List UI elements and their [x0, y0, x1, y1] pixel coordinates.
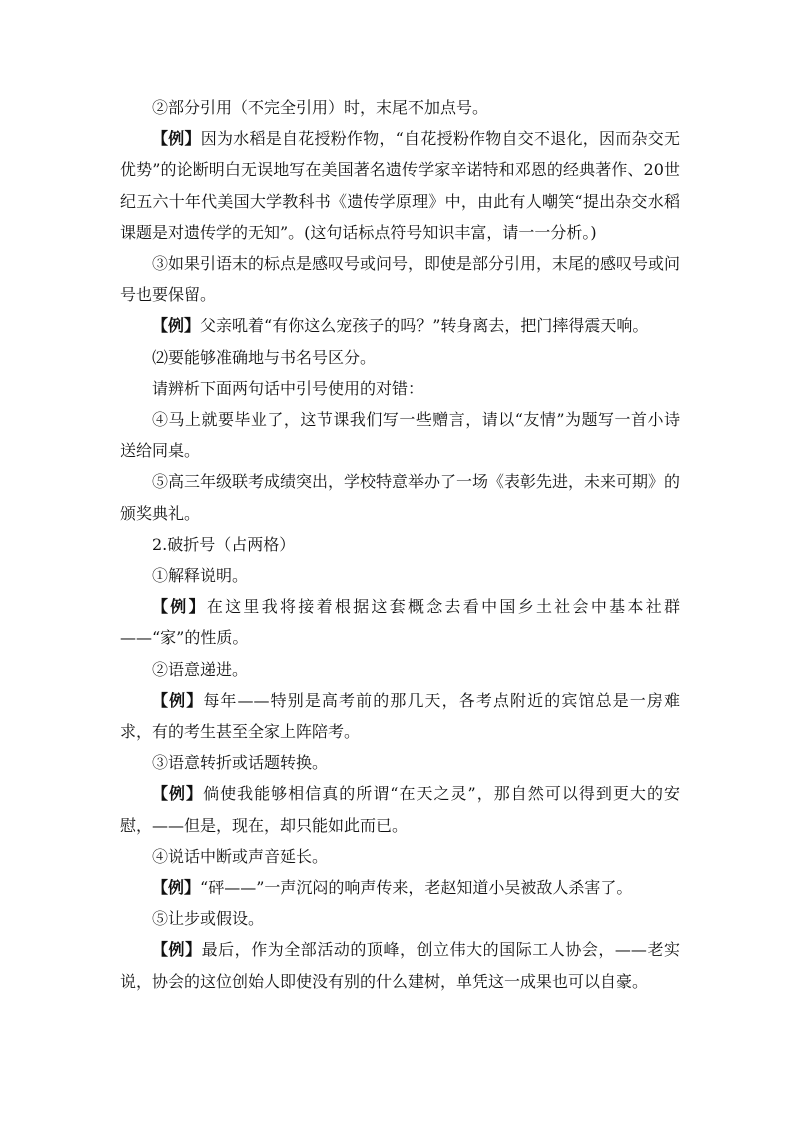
paragraph-text: ④马上就要毕业了，这节课我们写一些赠言，请以“友情”为题写一首小诗送给同桌。	[120, 410, 680, 461]
example-marker: 【例】	[152, 940, 202, 960]
example-paragraph	[120, 778, 680, 840]
document-body	[120, 92, 680, 997]
example-marker: 【例】	[152, 316, 201, 336]
paragraph-text: ③如果引语末的标点是感叹号或问号，即使是部分引用，末尾的感叹号或问号也要保留。	[120, 254, 681, 305]
paragraph	[120, 92, 680, 123]
paragraph-text: 最后，作为全部活动的顶峰，创立伟大的国际工人协会，——老实说，协会的这位创始人即使没有别的什么建树，单凭这一成果也可以自豪。	[120, 940, 680, 991]
paragraph-text: ⑵要能够准确地与书名号区分。	[152, 347, 377, 367]
paragraph-text: 每年——特别是高考前的那几天，各考点附近的宾馆总是一房难求，有的考生甚至全家上阵陪考。	[120, 690, 680, 742]
paragraph	[120, 841, 680, 872]
example-paragraph	[120, 591, 680, 653]
example-paragraph	[120, 310, 680, 341]
example-paragraph	[120, 685, 680, 747]
paragraph-text: 请辨析下面两句话中引号使用的对错：	[152, 378, 425, 398]
paragraph	[120, 248, 680, 310]
paragraph-text: “砰——”一声沉闷的响声传来，老赵知道小吴被敌人杀害了。	[200, 878, 633, 898]
paragraph	[120, 560, 680, 591]
paragraph	[120, 373, 680, 404]
paragraph	[120, 747, 680, 778]
example-marker: 【例】	[152, 597, 207, 617]
paragraph-text: ⑤高三年级联考成绩突出，学校特意举办了一场《表彰先进，未来可期》的颁奖典礼。	[120, 472, 681, 523]
paragraph	[120, 404, 680, 466]
paragraph-text: ②部分引用（不完全引用）时，末尾不加点号。	[152, 98, 489, 117]
paragraph-text: 倘使我能够相信真的所谓“在天之灵”，那自然可以得到更大的安慰，——但是，现在，却只能如此而已。	[120, 784, 680, 835]
example-marker: 【例】	[152, 690, 204, 710]
paragraph-text: ⑤让步或假设。	[152, 909, 265, 929]
example-paragraph	[120, 872, 680, 903]
example-paragraph	[120, 123, 680, 248]
paragraph-text: 因为水稻是自花授粉作物，“自花授粉作物自交不退化，因而杂交无优势”的论断明白无误地写在美国著名遗传学家辛诺特和邓恩的经典著作、20世纪五六十年代美国大学教科书《遗传学原理》中，由此有人嘲笑“提出杂交水稻课题是对遗传学的无知”。(这句话标点符号知识丰富，请一一分析。)	[120, 129, 680, 242]
paragraph-text: ①解释说明。	[152, 566, 249, 586]
example-marker: 【例】	[152, 129, 201, 149]
paragraph	[120, 903, 680, 934]
section-heading	[120, 529, 680, 560]
paragraph	[120, 654, 680, 685]
paragraph	[120, 342, 680, 373]
paragraph-text: ②语意递进。	[152, 659, 249, 679]
paragraph-text: ③语意转折或话题转换。	[152, 753, 329, 773]
paragraph-text: 在这里我将接着根据这套概念去看中国乡土社会中基本社群——“家”的性质。	[120, 597, 680, 648]
paragraph-text: 2.破折号（占两格）	[152, 534, 296, 554]
paragraph	[120, 466, 680, 528]
example-paragraph	[120, 934, 680, 996]
example-marker: 【例】	[152, 784, 204, 804]
paragraph-text: 父亲吼着“有你这么宠孩子的吗？”转身离去，把门摔得震天响。	[200, 316, 649, 336]
example-marker: 【例】	[152, 878, 201, 898]
paragraph-text: ④说话中断或声音延长。	[152, 846, 329, 866]
